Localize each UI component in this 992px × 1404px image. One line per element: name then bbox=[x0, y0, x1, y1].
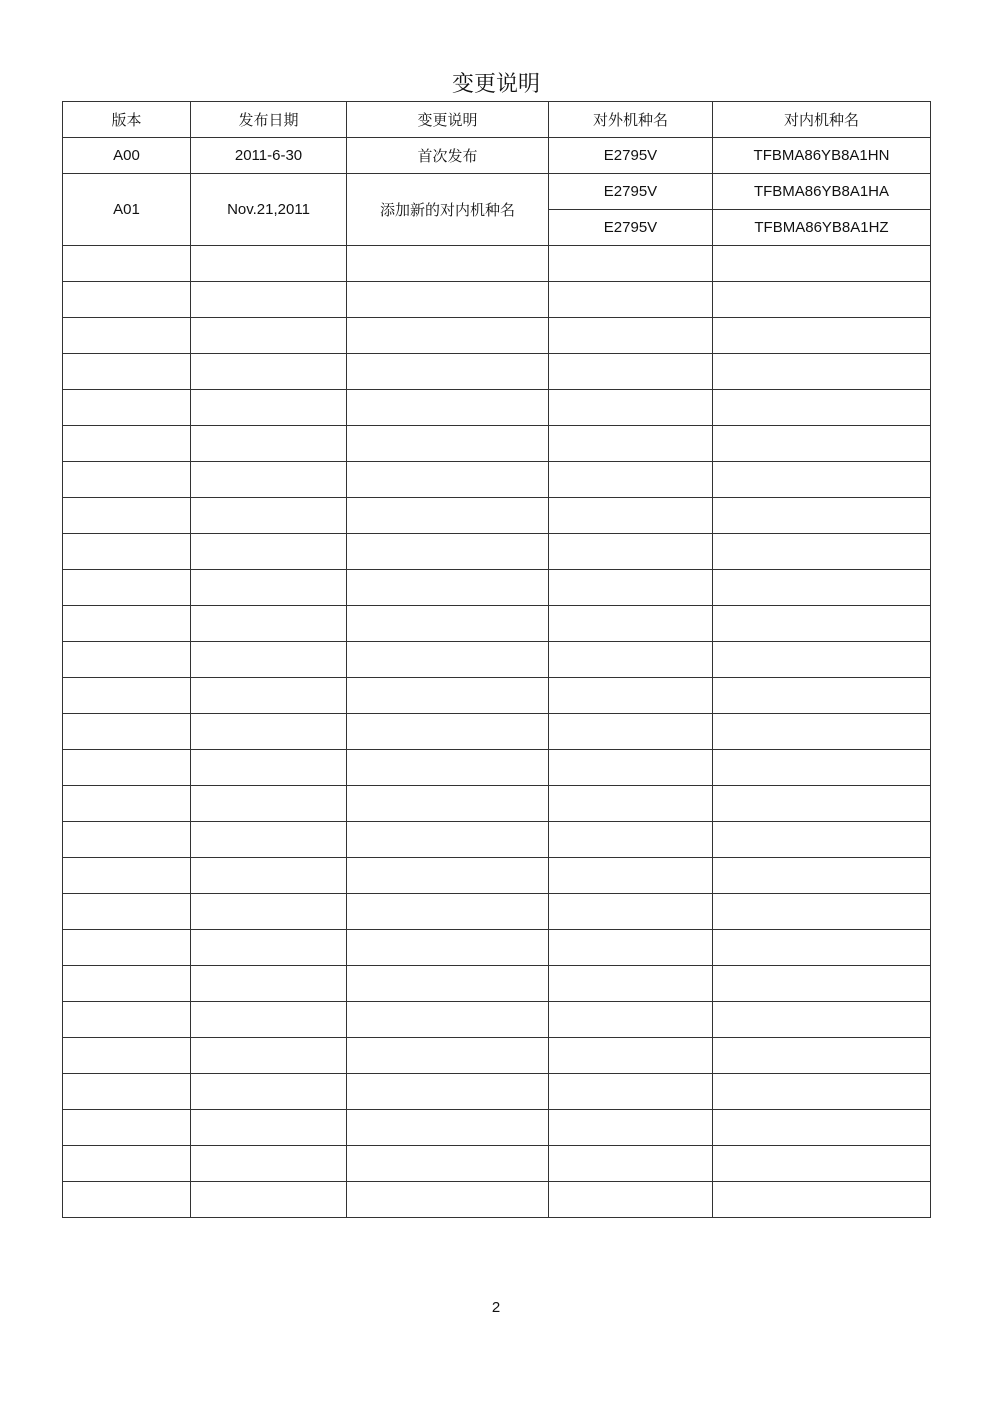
internal-model-cell bbox=[713, 1074, 931, 1110]
empty-table-row bbox=[63, 246, 931, 282]
external-model-cell bbox=[549, 678, 713, 714]
empty-table-row bbox=[63, 606, 931, 642]
version-cell bbox=[63, 966, 191, 1002]
version-cell bbox=[63, 282, 191, 318]
header-version: 版本 bbox=[63, 102, 191, 138]
external-model-cell bbox=[549, 1110, 713, 1146]
external-model-cell bbox=[549, 354, 713, 390]
internal-model-cell bbox=[713, 426, 931, 462]
empty-table-row bbox=[63, 1002, 931, 1038]
description-cell bbox=[347, 966, 549, 1002]
date-cell bbox=[191, 426, 347, 462]
description-cell bbox=[347, 1182, 549, 1218]
date-cell bbox=[191, 1110, 347, 1146]
external-model-cell bbox=[549, 390, 713, 426]
date-cell bbox=[191, 462, 347, 498]
internal-model-cell: TFBMA86YB8A1HZ bbox=[713, 210, 931, 246]
empty-table-row bbox=[63, 642, 931, 678]
internal-model-cell bbox=[713, 786, 931, 822]
description-cell bbox=[347, 498, 549, 534]
external-model-cell bbox=[549, 1182, 713, 1218]
internal-model-cell bbox=[713, 714, 931, 750]
description-cell: 首次发布 bbox=[347, 138, 549, 174]
external-model-cell bbox=[549, 282, 713, 318]
empty-table-row bbox=[63, 462, 931, 498]
empty-table-row bbox=[63, 318, 931, 354]
version-cell bbox=[63, 1038, 191, 1074]
description-cell bbox=[347, 1146, 549, 1182]
empty-table-row bbox=[63, 426, 931, 462]
version-cell bbox=[63, 642, 191, 678]
version-cell bbox=[63, 462, 191, 498]
external-model-cell bbox=[549, 1074, 713, 1110]
date-cell bbox=[191, 786, 347, 822]
date-cell bbox=[191, 894, 347, 930]
description-cell bbox=[347, 1002, 549, 1038]
header-internal-model-name: 对内机种名 bbox=[713, 102, 931, 138]
version-cell bbox=[63, 570, 191, 606]
date-cell bbox=[191, 714, 347, 750]
external-model-cell bbox=[549, 498, 713, 534]
internal-model-cell bbox=[713, 1110, 931, 1146]
empty-table-row bbox=[63, 1110, 931, 1146]
internal-model-cell bbox=[713, 966, 931, 1002]
description-cell bbox=[347, 390, 549, 426]
version-cell bbox=[63, 1146, 191, 1182]
version-cell bbox=[63, 606, 191, 642]
external-model-cell bbox=[549, 1002, 713, 1038]
internal-model-cell bbox=[713, 930, 931, 966]
document-title: 变更说明 bbox=[451, 72, 540, 97]
version-cell bbox=[63, 858, 191, 894]
external-model-cell bbox=[549, 1146, 713, 1182]
internal-model-cell bbox=[713, 390, 931, 426]
header-release-date: 发布日期 bbox=[191, 102, 347, 138]
empty-table-row bbox=[63, 714, 931, 750]
external-model-cell bbox=[549, 822, 713, 858]
external-model-cell bbox=[549, 930, 713, 966]
table-row bbox=[63, 174, 931, 210]
internal-model-cell bbox=[713, 1146, 931, 1182]
description-cell bbox=[347, 642, 549, 678]
version-cell bbox=[63, 1182, 191, 1218]
external-model-cell bbox=[549, 750, 713, 786]
internal-model-cell bbox=[713, 282, 931, 318]
description-cell bbox=[347, 678, 549, 714]
date-cell bbox=[191, 282, 347, 318]
version-cell bbox=[63, 714, 191, 750]
external-model-cell bbox=[549, 786, 713, 822]
empty-table-row bbox=[63, 1146, 931, 1182]
internal-model-cell bbox=[713, 1002, 931, 1038]
internal-model-cell: TFBMA86YB8A1HA bbox=[713, 174, 931, 210]
internal-model-cell bbox=[713, 246, 931, 282]
version-cell bbox=[63, 534, 191, 570]
empty-table-row bbox=[63, 1038, 931, 1074]
external-model-cell bbox=[549, 714, 713, 750]
empty-table-row bbox=[63, 534, 931, 570]
date-cell bbox=[191, 1146, 347, 1182]
page-number: 2 bbox=[491, 1299, 501, 1316]
date-cell bbox=[191, 570, 347, 606]
empty-table-row bbox=[63, 786, 931, 822]
empty-rows bbox=[63, 246, 931, 1218]
external-model-cell bbox=[549, 570, 713, 606]
description-cell bbox=[347, 318, 549, 354]
version-cell: A01 bbox=[63, 174, 191, 246]
version-cell bbox=[63, 426, 191, 462]
version-cell bbox=[63, 678, 191, 714]
empty-table-row bbox=[63, 354, 931, 390]
date-cell bbox=[191, 246, 347, 282]
external-model-cell bbox=[549, 606, 713, 642]
date-cell bbox=[191, 858, 347, 894]
internal-model-cell bbox=[713, 354, 931, 390]
internal-model-cell bbox=[713, 462, 931, 498]
version-cell: A00 bbox=[63, 138, 191, 174]
external-model-cell bbox=[549, 426, 713, 462]
internal-model-cell bbox=[713, 858, 931, 894]
external-model-cell: E2795V bbox=[549, 210, 713, 246]
internal-model-cell bbox=[713, 678, 931, 714]
empty-table-row bbox=[63, 390, 931, 426]
header-external-model-name: 对外机种名 bbox=[549, 102, 713, 138]
description-cell bbox=[347, 354, 549, 390]
version-cell bbox=[63, 318, 191, 354]
date-cell: Nov.21,2011 bbox=[191, 174, 347, 246]
internal-model-cell bbox=[713, 894, 931, 930]
external-model-cell bbox=[549, 1038, 713, 1074]
date-cell bbox=[191, 606, 347, 642]
external-model-cell bbox=[549, 966, 713, 1002]
empty-table-row bbox=[63, 822, 931, 858]
table-row bbox=[63, 138, 931, 174]
description-cell bbox=[347, 1074, 549, 1110]
date-cell bbox=[191, 1002, 347, 1038]
internal-model-cell bbox=[713, 1182, 931, 1218]
external-model-cell: E2795V bbox=[549, 174, 713, 210]
empty-table-row bbox=[63, 750, 931, 786]
description-cell bbox=[347, 282, 549, 318]
description-cell bbox=[347, 246, 549, 282]
version-cell bbox=[63, 1110, 191, 1146]
version-cell bbox=[63, 1002, 191, 1038]
version-cell bbox=[63, 822, 191, 858]
external-model-cell bbox=[549, 318, 713, 354]
date-cell bbox=[191, 966, 347, 1002]
empty-table-row bbox=[63, 966, 931, 1002]
date-cell bbox=[191, 930, 347, 966]
empty-table-row bbox=[63, 570, 931, 606]
internal-model-cell bbox=[713, 642, 931, 678]
empty-table-row bbox=[63, 1182, 931, 1218]
version-cell bbox=[63, 1074, 191, 1110]
description-cell bbox=[347, 606, 549, 642]
version-cell bbox=[63, 894, 191, 930]
description-cell bbox=[347, 714, 549, 750]
description-cell bbox=[347, 894, 549, 930]
version-cell bbox=[63, 930, 191, 966]
internal-model-cell bbox=[713, 570, 931, 606]
version-cell bbox=[63, 246, 191, 282]
empty-table-row bbox=[63, 678, 931, 714]
header-change-description: 变更说明 bbox=[347, 102, 549, 138]
internal-model-cell: TFBMA86YB8A1HN bbox=[713, 138, 931, 174]
description-cell bbox=[347, 534, 549, 570]
empty-table-row bbox=[63, 1074, 931, 1110]
date-cell bbox=[191, 318, 347, 354]
date-cell bbox=[191, 678, 347, 714]
date-cell bbox=[191, 822, 347, 858]
date-cell bbox=[191, 498, 347, 534]
internal-model-cell bbox=[713, 498, 931, 534]
external-model-cell bbox=[549, 894, 713, 930]
empty-table-row bbox=[63, 894, 931, 930]
date-cell bbox=[191, 390, 347, 426]
external-model-cell: E2795V bbox=[549, 138, 713, 174]
date-cell bbox=[191, 1038, 347, 1074]
external-model-cell bbox=[549, 462, 713, 498]
internal-model-cell bbox=[713, 534, 931, 570]
external-model-cell bbox=[549, 246, 713, 282]
empty-table-row bbox=[63, 858, 931, 894]
description-cell bbox=[347, 858, 549, 894]
internal-model-cell bbox=[713, 1038, 931, 1074]
description-cell bbox=[347, 1110, 549, 1146]
empty-table-row bbox=[63, 498, 931, 534]
description-cell bbox=[347, 570, 549, 606]
description-cell bbox=[347, 822, 549, 858]
external-model-cell bbox=[549, 642, 713, 678]
empty-table-row bbox=[63, 282, 931, 318]
date-cell bbox=[191, 1074, 347, 1110]
internal-model-cell bbox=[713, 606, 931, 642]
description-cell bbox=[347, 930, 549, 966]
empty-table-row bbox=[63, 930, 931, 966]
date-cell bbox=[191, 750, 347, 786]
description-cell bbox=[347, 426, 549, 462]
version-cell bbox=[63, 750, 191, 786]
description-cell bbox=[347, 750, 549, 786]
description-cell bbox=[347, 786, 549, 822]
description-cell: 添加新的对内机种名 bbox=[347, 174, 549, 246]
version-cell bbox=[63, 390, 191, 426]
internal-model-cell bbox=[713, 822, 931, 858]
external-model-cell bbox=[549, 534, 713, 570]
date-cell bbox=[191, 534, 347, 570]
date-cell bbox=[191, 354, 347, 390]
date-cell bbox=[191, 1182, 347, 1218]
version-cell bbox=[63, 498, 191, 534]
description-cell bbox=[347, 1038, 549, 1074]
version-cell bbox=[63, 786, 191, 822]
description-cell bbox=[347, 462, 549, 498]
version-cell bbox=[63, 354, 191, 390]
revision-history-table bbox=[62, 101, 931, 1218]
internal-model-cell bbox=[713, 750, 931, 786]
external-model-cell bbox=[549, 858, 713, 894]
internal-model-cell bbox=[713, 318, 931, 354]
date-cell: 2011-6-30 bbox=[191, 138, 347, 174]
date-cell bbox=[191, 642, 347, 678]
table-header-row bbox=[63, 102, 931, 138]
